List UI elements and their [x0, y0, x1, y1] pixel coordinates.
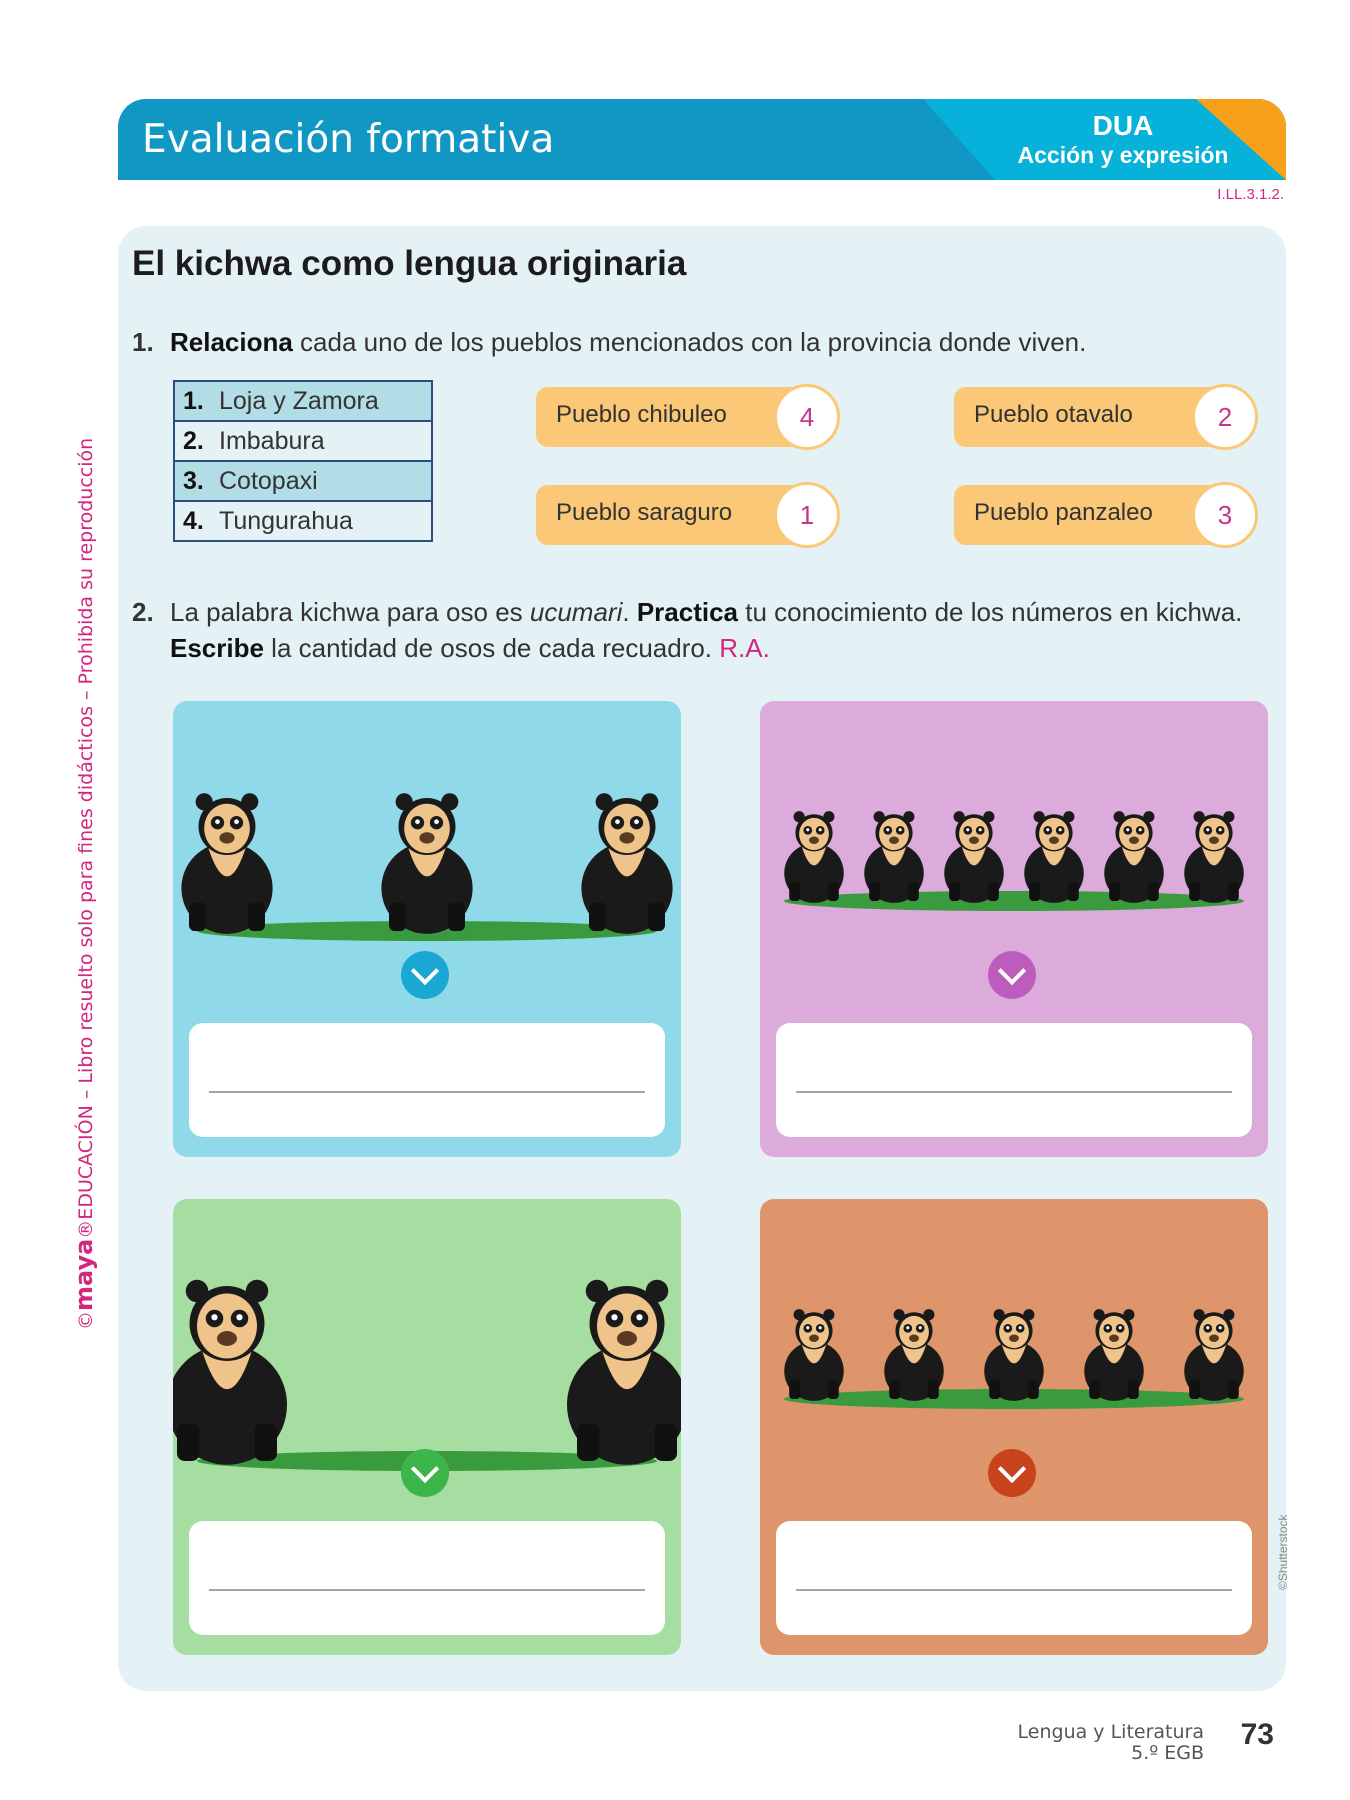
- chevron-down-icon: [401, 1449, 449, 1497]
- dua-subtitle: Acción y expresión: [1017, 142, 1229, 168]
- bear-box-2: [760, 701, 1268, 1157]
- pueblo-saraguro: Pueblo saraguro 1: [536, 482, 840, 546]
- chevron-down-icon: [988, 951, 1036, 999]
- bear-icon: [1084, 1309, 1144, 1401]
- bear-icon: [884, 1309, 944, 1401]
- indicator-code: I.LL.3.1.2.: [1217, 186, 1284, 203]
- answer-circle[interactable]: 4: [774, 384, 840, 450]
- bear-icon: [1024, 811, 1084, 903]
- answer-field[interactable]: [189, 1023, 665, 1137]
- bear-icon: [567, 1280, 681, 1465]
- dua-title: DUA: [1092, 110, 1154, 141]
- bear-icon: [784, 1309, 844, 1401]
- answer-circle[interactable]: 3: [1192, 482, 1258, 548]
- bears-illustration: [173, 1199, 681, 1479]
- bear-icon: [864, 811, 924, 903]
- answer-field[interactable]: [776, 1023, 1252, 1137]
- bears-illustration: [173, 701, 681, 961]
- section-title: El kichwa como lengua originaria: [132, 244, 687, 283]
- chevron-down-icon: [988, 1449, 1036, 1497]
- provinces-table: [173, 380, 433, 542]
- answer-field[interactable]: [189, 1521, 665, 1635]
- pueblo-chibuleo: Pueblo chibuleo 4: [536, 384, 840, 448]
- bear-box-4: [760, 1199, 1268, 1655]
- bear-icon: [173, 1280, 287, 1465]
- bear-icon: [181, 793, 272, 934]
- table-row: 1. Loja y Zamora: [174, 381, 432, 421]
- page-number: 73: [1240, 1718, 1274, 1751]
- answer-circle[interactable]: 2: [1192, 384, 1258, 450]
- activity-panel: [118, 226, 1286, 1691]
- bear-icon: [944, 811, 1004, 903]
- bear-icon: [1104, 811, 1164, 903]
- pueblo-panzaleo: Pueblo panzaleo 3: [954, 482, 1258, 546]
- chevron-down-icon: [401, 951, 449, 999]
- copyright-notice: ©maya®EDUCACIÓN – Libro resuelto solo para fines didácticos – Prohibida su reproducción: [70, 437, 98, 1330]
- bear-icon: [581, 793, 672, 934]
- bear-icon: [381, 793, 472, 934]
- bear-icon: [984, 1309, 1044, 1401]
- table-row: 3. Cotopaxi: [174, 461, 432, 501]
- ra-note: R.A.: [719, 633, 770, 663]
- image-credit: ©Shutterstock: [1276, 1514, 1290, 1590]
- bear-icon: [784, 811, 844, 903]
- question-2: 2. La palabra kichwa para oso es ucumari. Practica tu conocimiento de los números en kichwa. Escribe la cantidad de osos de cada recuadro. R.A.: [132, 597, 1243, 663]
- bear-icon: [1184, 1309, 1244, 1401]
- dua-label: [1008, 111, 1238, 169]
- grass-patch: [784, 891, 1244, 911]
- bears-illustration: [760, 701, 1268, 961]
- answer-field[interactable]: [776, 1521, 1252, 1635]
- header-banner: [118, 99, 1286, 180]
- bear-box-3: [173, 1199, 681, 1655]
- bear-icon: [1184, 811, 1244, 903]
- bears-illustration: [760, 1199, 1268, 1459]
- footer-subject: Lengua y Literatura 5.º EGB: [1017, 1721, 1204, 1764]
- maya-logo: maya: [70, 1238, 98, 1311]
- table-row: 2. Imbabura: [174, 421, 432, 461]
- table-row: 4. Tungurahua: [174, 501, 432, 541]
- pueblo-otavalo: Pueblo otavalo 2: [954, 384, 1258, 448]
- bear-box-1: [173, 701, 681, 1157]
- question-1: 1. Relaciona cada uno de los pueblos mencionados con la provincia donde viven.: [132, 327, 1087, 357]
- answer-circle[interactable]: 1: [774, 482, 840, 548]
- page-title: Evaluación formativa: [142, 117, 555, 162]
